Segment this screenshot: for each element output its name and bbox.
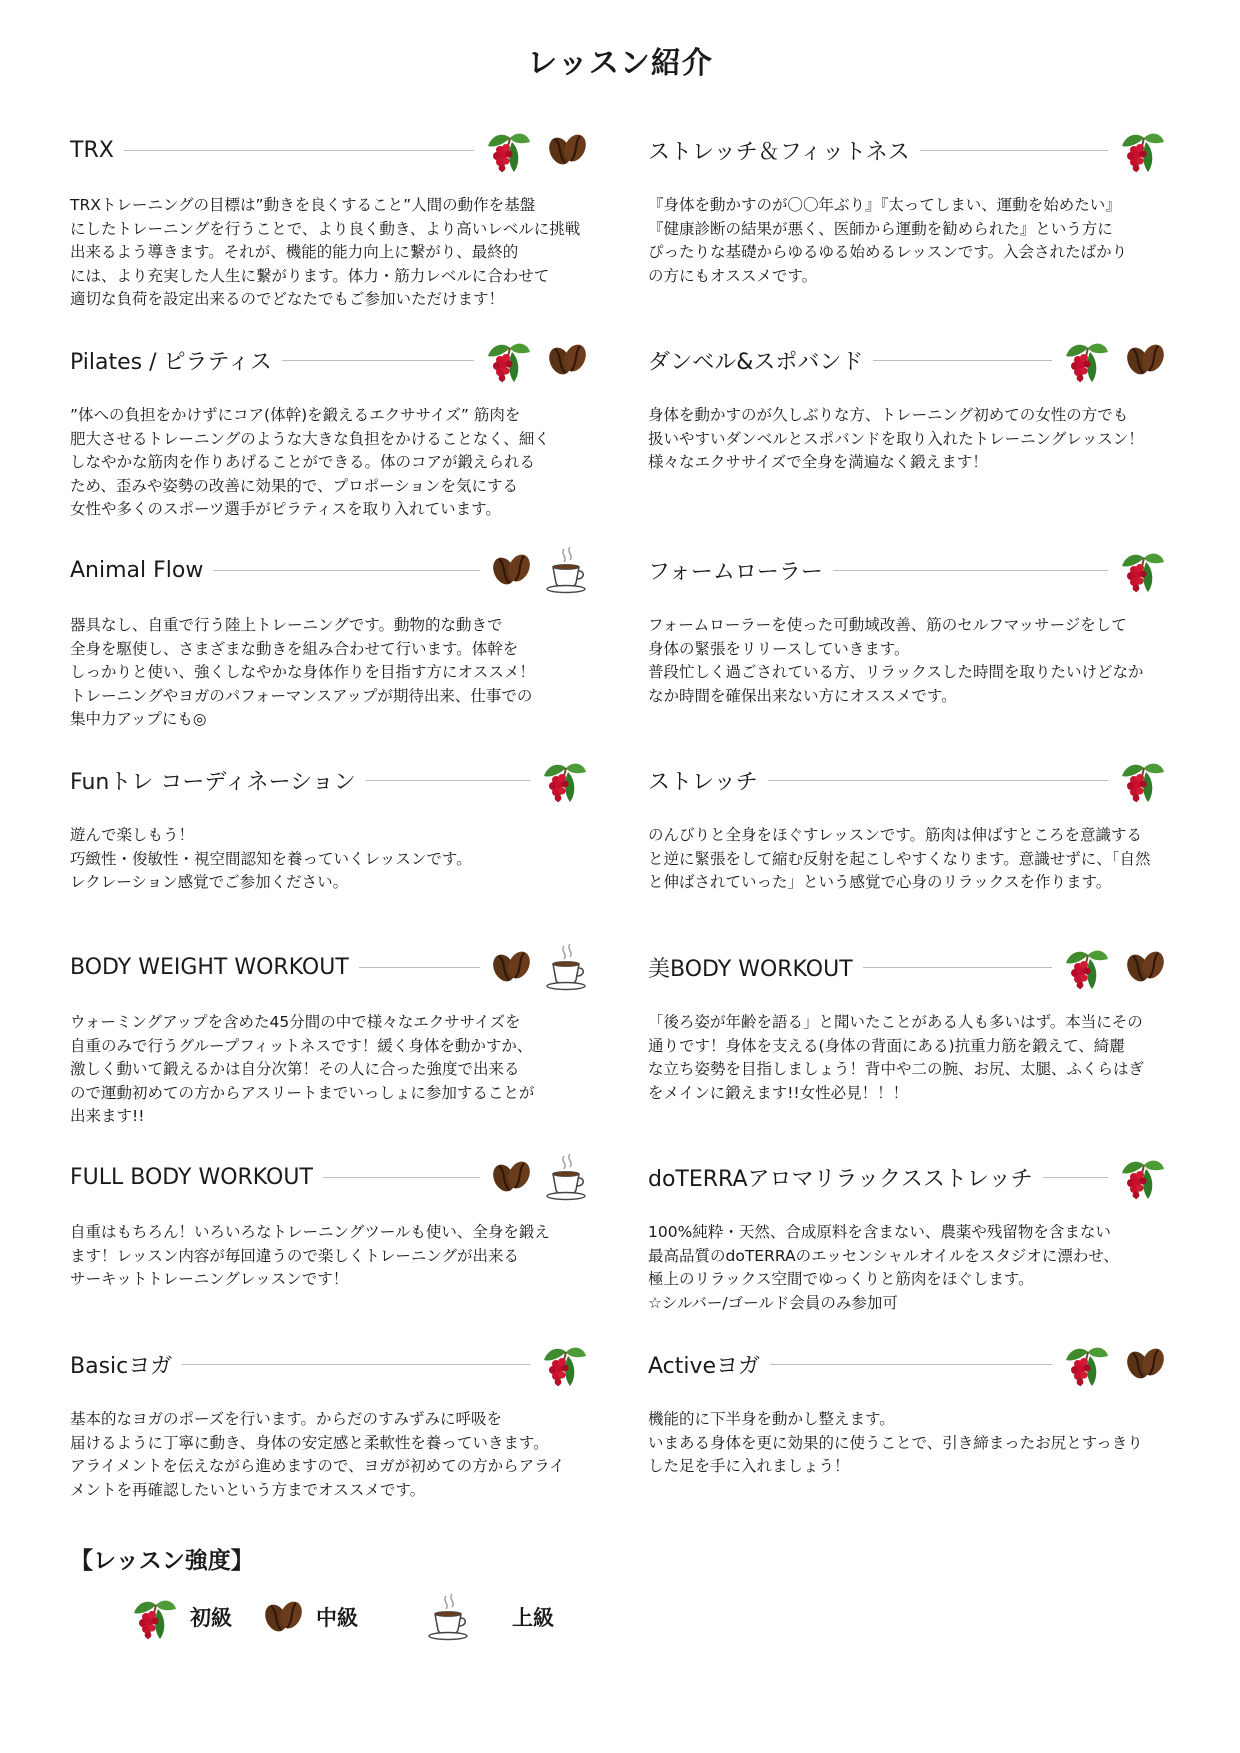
coffee-bean-icon [1122, 337, 1168, 383]
legend-label: 上級 [512, 1606, 554, 1630]
coffee-bean-icon [1122, 944, 1168, 990]
divider [873, 360, 1052, 361]
coffee-cherry-icon [482, 124, 534, 176]
legend-item-beginner [128, 1591, 232, 1643]
lesson-header [70, 120, 590, 180]
lesson-section [70, 1334, 590, 1502]
page-title: レッスン紹介 [527, 46, 713, 81]
lesson-header [70, 750, 590, 810]
lesson-section [648, 750, 1168, 895]
lesson-title: FULL BODY WORKOUT [70, 1164, 313, 1190]
lesson-section [648, 330, 1168, 475]
legend-item-advanced [426, 1592, 554, 1642]
lesson-section [648, 540, 1168, 708]
divider [323, 1177, 480, 1178]
lesson-section [70, 120, 590, 312]
lesson-title: Basicヨガ [70, 1353, 173, 1379]
lesson-description: ”体への負担をかけずにコア(体幹)を鍛えるエクササイズ” 筋肉を 肥大させるトレーニングのような大きな負担をかけることなく、細く しなやかな筋肉を作りあげることができる。体のコアが鍛えられる ため、歪みや姿勢の改善に効果的で、プロポーションを気にする 女性や多くのスポーツ選手がピラティスを取り入れています。 [70, 406, 550, 518]
coffee-bean-icon [488, 1154, 534, 1200]
lesson-description: フォームローラーを使った可動域改善、筋のセルフマッサージをして 身体の緊張をリリースしていきます。 普段忙しく過ごされている方、リラックスした時間を取りたいけどなか なか時間を確保出来ない方にオススメです。 [648, 616, 1144, 705]
legend [128, 1585, 582, 1649]
lesson-description: 遊んで楽しもう！ 巧緻性・俊敏性・視空間認知を養っていくレッスンです。 レクレーション感覚でご参加ください。 [70, 826, 472, 891]
lesson-title: TRX [70, 137, 114, 163]
divider [124, 150, 474, 151]
divider [768, 780, 1108, 781]
lesson-header [70, 330, 590, 390]
lesson-section [70, 937, 590, 1129]
divider [863, 967, 1052, 968]
lesson-title: doTERRAアロマリラックスストレッチ [648, 1166, 1033, 1192]
coffee-cup-icon [544, 545, 590, 595]
lesson-description: 基本的なヨガのポーズを行います。からだのすみずみに呼吸を 届けるように丁寧に動き、身体の安定感と柔軟性を養っていきます。 アライメントを伝えながら進めますので、ヨガが初めての方からアライ メントを再確認したいという方までオススメです。 [70, 1410, 565, 1499]
coffee-cherry-icon [1060, 334, 1112, 386]
legend-label: 中級 [316, 1606, 358, 1630]
divider [1043, 1177, 1108, 1178]
coffee-bean-icon [544, 127, 590, 173]
divider [213, 570, 480, 571]
legend-title: 【レッスン強度】 [70, 1548, 254, 1574]
lesson-title: ストレッチ [648, 769, 758, 795]
coffee-cherry-icon [1116, 754, 1168, 806]
lesson-header [70, 1334, 590, 1394]
lesson-description: のんびりと全身をほぐすレッスンです。筋肉は伸ばすところを意識する と逆に緊張をして縮む反射を起こしやすくなります。意識せずに、「自然 と伸ばされていった」という感覚で心身のリラックスを作ります。 [648, 826, 1151, 891]
lesson-section [70, 750, 590, 895]
coffee-cherry-icon [128, 1591, 180, 1643]
coffee-bean-icon [1122, 1341, 1168, 1387]
lesson-section [648, 1334, 1168, 1479]
lesson-description: 自重はもちろん！いろいろなトレーニングツールも使い、全身を鍛え ます！レッスン内容が毎回違うので楽しくトレーニングが出来る サーキットトレーニングレッスンです！ [70, 1223, 550, 1288]
lesson-title: 美BODY WORKOUT [648, 956, 853, 982]
coffee-cherry-icon [482, 334, 534, 386]
lesson-header [648, 750, 1168, 810]
lesson-description: 『身体を動かすのが〇〇年ぶり』『太ってしまい、運動を始めたい』 『健康診断の結果が悪く、医師から運動を勧められた』という方に ぴったりな基礎からゆるゆる始めるレッスンです。入会されたばかり の方にもオススメです。 [648, 196, 1128, 285]
lesson-header [648, 540, 1168, 600]
lesson-section [648, 120, 1168, 288]
lesson-title: Activeヨガ [648, 1353, 761, 1379]
lesson-header [648, 1334, 1168, 1394]
lesson-header [648, 937, 1168, 997]
lesson-title: BODY WEIGHT WORKOUT [70, 954, 349, 980]
lesson-section [70, 1147, 590, 1292]
divider [920, 150, 1108, 151]
lesson-header [70, 540, 590, 600]
lesson-title: Animal Flow [70, 557, 204, 583]
lesson-title: フォームローラー [648, 559, 823, 585]
divider [770, 1364, 1052, 1365]
coffee-cherry-icon [1116, 1151, 1168, 1203]
lesson-header [648, 330, 1168, 390]
coffee-bean-icon [544, 337, 590, 383]
divider [359, 967, 480, 968]
coffee-cup-icon [544, 1152, 590, 1202]
legend-label: 初級 [190, 1606, 232, 1630]
lesson-section [70, 330, 590, 522]
coffee-cup-icon [544, 942, 590, 992]
divider [282, 360, 474, 361]
lesson-description: TRXトレーニングの目標は”動きを良くすること”人間の動作を基盤 にしたトレーニングを行うことで、より良く動き、より高いレベルに挑戦 出来るよう導きます。それが、機能的能力向上に繋がり、最終的 には、より充実した人生に繋がります。体力・筋力レベルに合わせて 適切な負荷を設定出来るのでどなたでもご参加いただけます！ [70, 196, 581, 308]
coffee-cherry-icon [1060, 941, 1112, 993]
coffee-cherry-icon [1116, 544, 1168, 596]
coffee-cherry-icon [1060, 1338, 1112, 1390]
coffee-cup-icon [426, 1592, 472, 1642]
legend-item-intermediate [260, 1594, 358, 1640]
lesson-description: 機能的に下半身を動かし整えます。 いまある身体を更に効果的に使うことで、引き締まったお尻とすっきり した足を手に入れましょう！ [648, 1410, 1143, 1475]
lesson-title: Pilates / ピラティス [70, 349, 272, 375]
lesson-description: 100%純粋・天然、合成原料を含まない、農薬や残留物を含まない 最高品質のdoTERRAのエッセンシャルオイルをスタジオに漂わせ、 極上のリラックス空間でゆっくりと筋肉をほぐします。 ☆シルバー/ゴールド会員のみ参加可 [648, 1223, 1119, 1312]
lesson-title: Funトレ コーディネーション [70, 769, 356, 795]
divider [182, 1364, 530, 1365]
lesson-description: 器具なし、自重で行う陸上トレーニングです。動物的な動きで 全身を駆使し、さまざまな動きを組み合わせて行います。体幹を しっかりと使い、強くしなやかな身体作りを目指す方にオススメ！ トレーニングやヨガのパフォーマンスアップが期待出来、仕事での 集中力アップにも◎ [70, 616, 535, 728]
coffee-bean-icon [260, 1594, 306, 1640]
coffee-cherry-icon [1116, 124, 1168, 176]
coffee-bean-icon [488, 944, 534, 990]
lesson-title: ストレッチ＆フィットネス [648, 139, 910, 165]
coffee-cherry-icon [538, 1338, 590, 1390]
lesson-header [70, 1147, 590, 1207]
divider [833, 570, 1108, 571]
lesson-description: ウォーミングアップを含めた45分間の中で様々なエクササイズを 自重のみで行うグループフィットネスです！緩く身体を動かすか、 激しく動いて鍛えるかは自分次第！その人に合った強度で出来る ので運動初めての方からアスリートまでいっしょに参加することが 出来ます!! [70, 1013, 535, 1125]
lesson-description: 「後ろ姿が年齢を語る」と聞いたことがある人も多いはず。本当にその 通りです！身体を支える(身体の背面にある)抗重力筋を鍛えて、綺麗 な立ち姿勢を目指しましょう！背中や二の腕、お尻、太腿、ふくらはぎ をメインに鍛えます!!女性必見！！！ [648, 1013, 1145, 1102]
divider [366, 780, 530, 781]
lesson-section [70, 540, 590, 732]
lesson-description: 身体を動かすのが久しぶりな方、トレーニング初めての女性の方でも 扱いやすいダンベルとスポバンドを取り入れたトレーニングレッスン！ 様々なエクササイズで全身を満遍なく鍛えます！ [648, 406, 1144, 471]
lesson-header [648, 1147, 1168, 1207]
lesson-header [70, 937, 590, 997]
lesson-title: ダンベル&スポバンド [648, 349, 864, 375]
lesson-section [648, 1147, 1168, 1315]
coffee-cherry-icon [538, 754, 590, 806]
coffee-bean-icon [488, 547, 534, 593]
lesson-section [648, 937, 1168, 1105]
lesson-header [648, 120, 1168, 180]
